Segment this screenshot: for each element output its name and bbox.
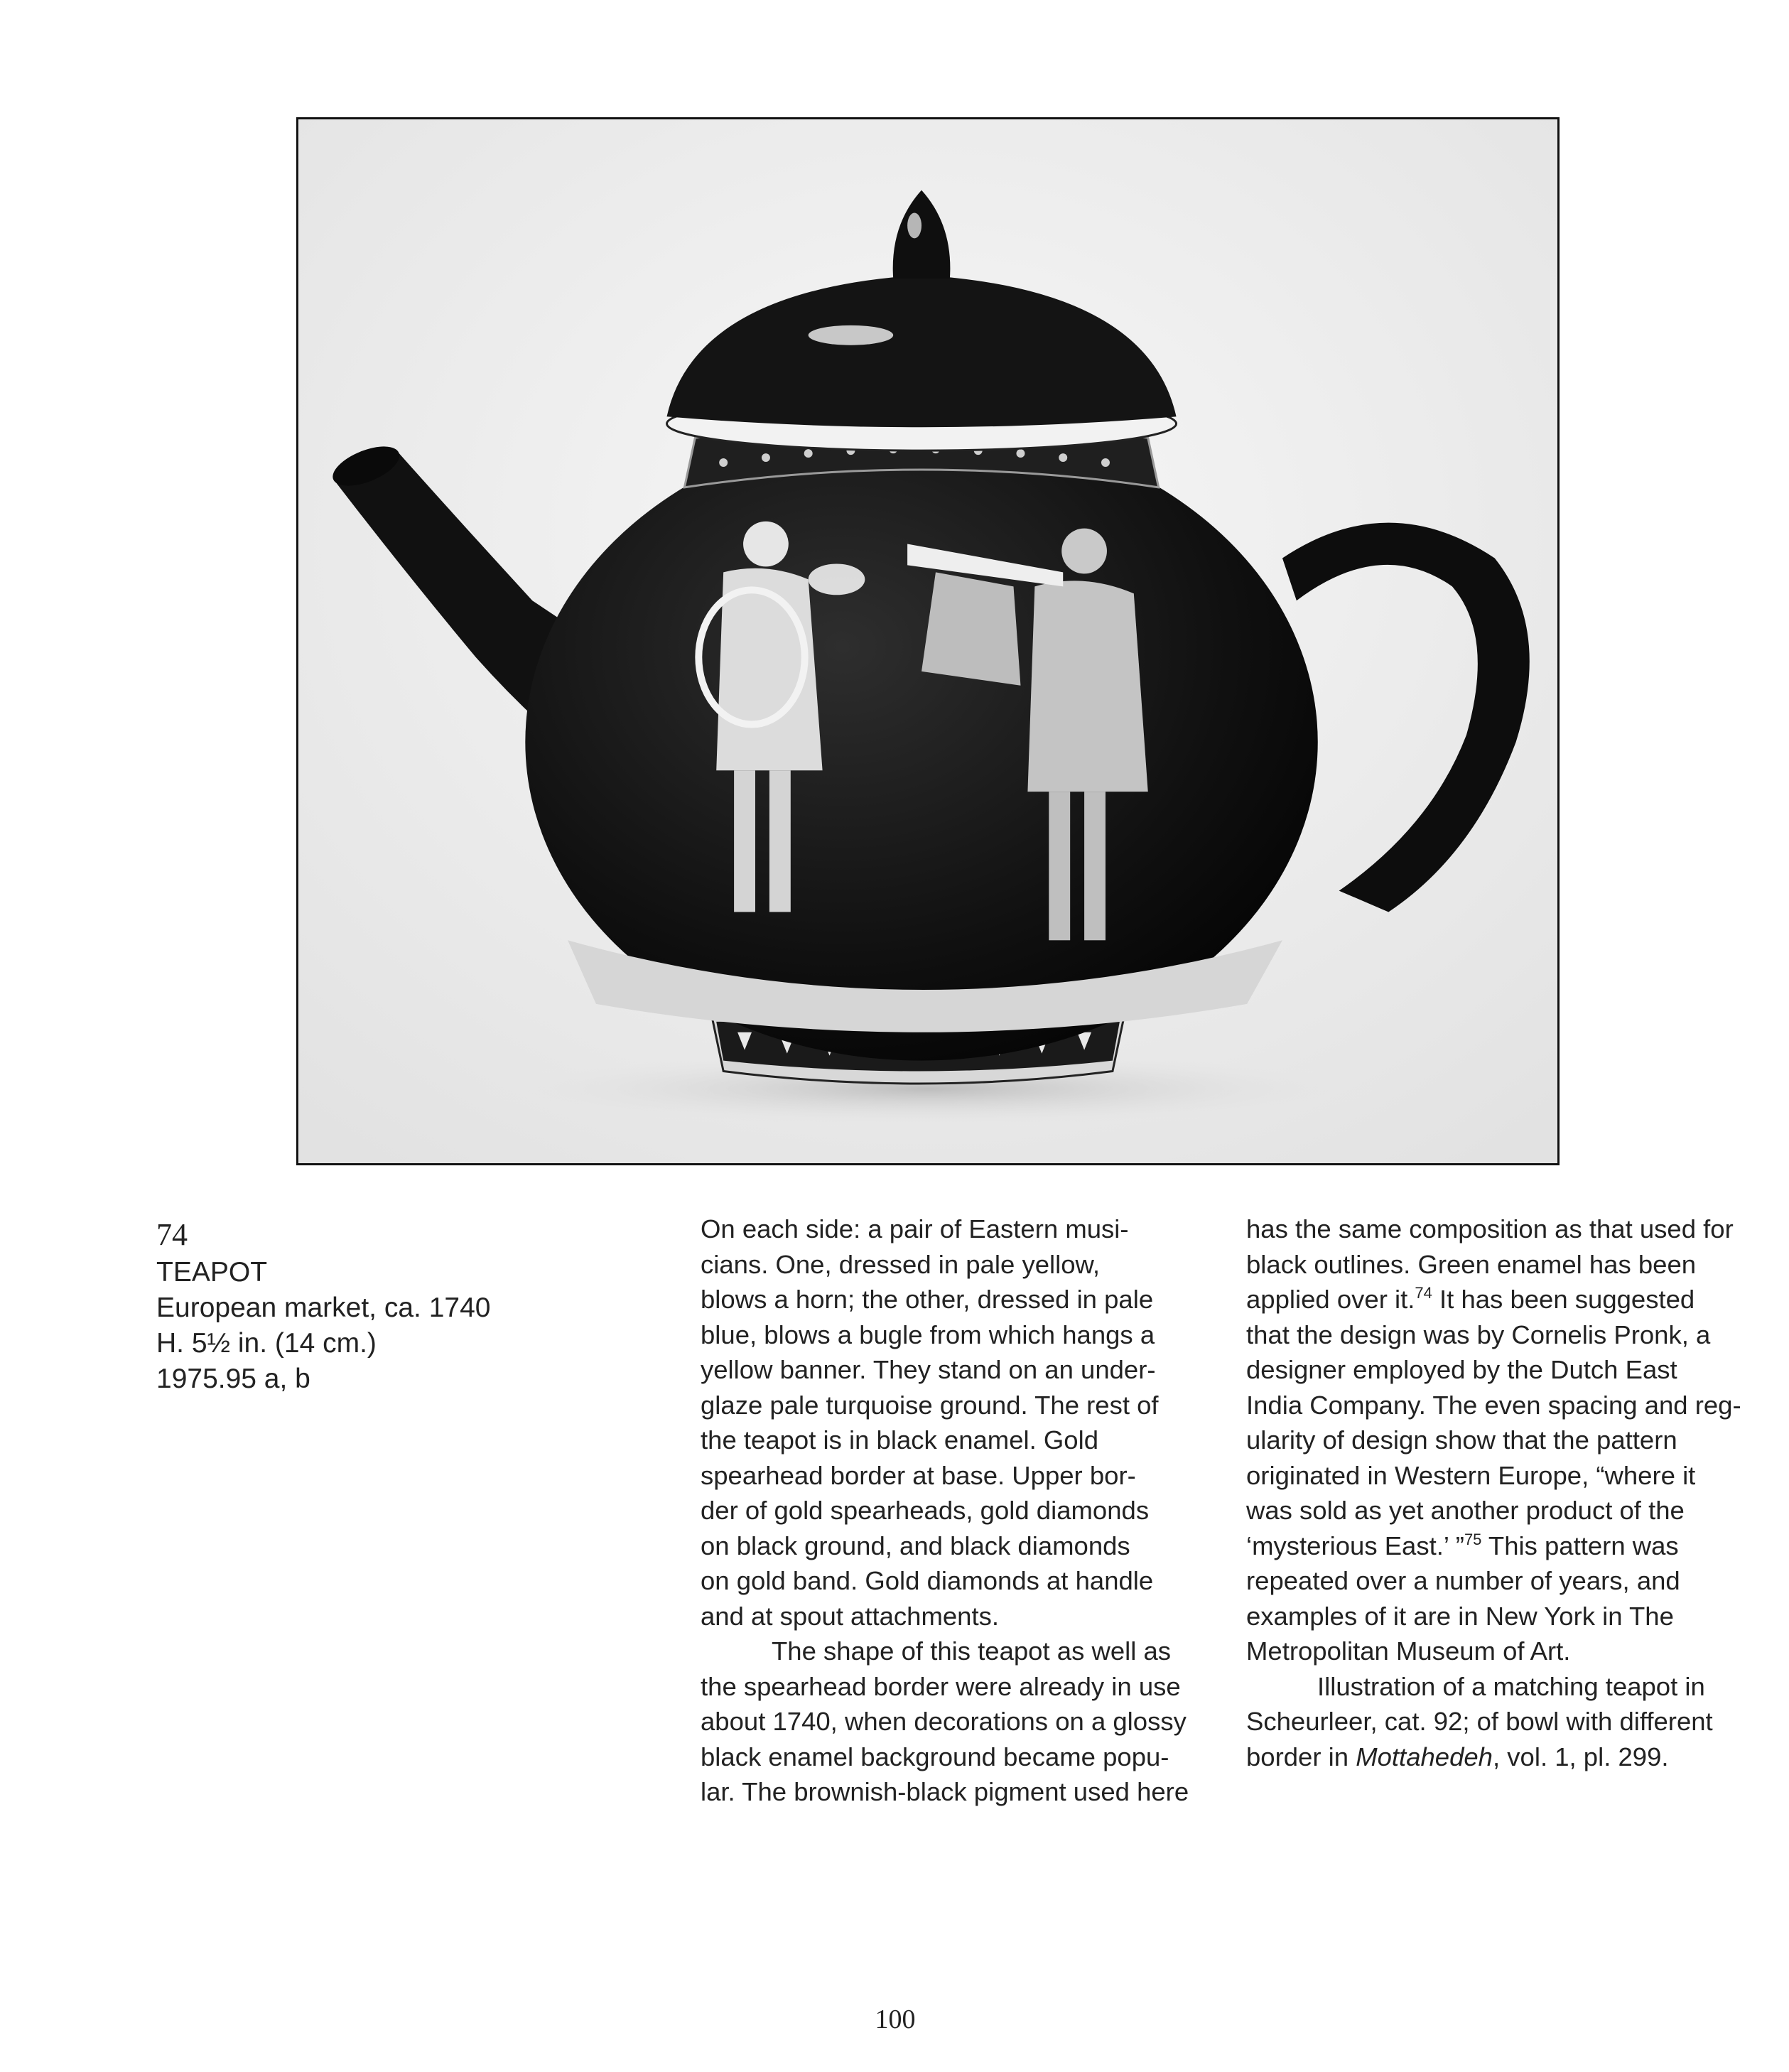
body-column-2 [1246,1212,1741,1774]
text-segment: It has been suggested [1432,1285,1695,1314]
text-line: blows a horn; the other, dressed in pale [701,1285,1154,1314]
catalogue-number: 74 [156,1217,188,1252]
text-line: der of gold spearheads, gold diamonds [701,1496,1150,1525]
footnote-ref-75[interactable]: 75 [1464,1530,1482,1548]
text-line: lar. The brownish-black pigment used here [701,1777,1189,1806]
text-segment: border in [1246,1742,1356,1771]
text-line: yellow banner. They stand on an under- [701,1355,1156,1384]
text-line: the spearhead border were already in use [701,1671,1181,1701]
text-line [1246,1528,1708,1564]
text-line: the teapot is in black enamel. Gold [701,1425,1098,1455]
text-line: India Company. The even spacing and reg- [1246,1390,1741,1420]
book-title: Mottahedeh [1356,1742,1493,1771]
page-number: 100 [875,2004,916,2034]
text-line: originated in Western Europe, “where it [1246,1460,1696,1490]
text-line: black enamel background became popu- [701,1742,1169,1771]
text-line: about 1740, when decorations on a glossy [701,1707,1187,1736]
text-line: The shape of this teapot as well as [772,1636,1172,1666]
text-line [1246,1739,1708,1775]
object-title: TEAPOT [156,1257,268,1288]
footnote-ref-74[interactable]: 74 [1415,1284,1432,1302]
paragraph-continuation [1246,1212,1741,1669]
text-segment: ‘mysterious East.’ ” [1246,1531,1464,1560]
object-dimensions: H. 5½ in. (14 cm.) [156,1328,377,1359]
teapot-photograph [296,117,1560,1165]
text-line: Illustration of a matching teapot in [1317,1671,1705,1701]
paragraph-description [701,1212,1162,1634]
text-line: Scheurleer, cat. 92; of bowl with different [1246,1707,1713,1736]
text-line: was sold as yet another product of the [1246,1496,1685,1525]
text-line: ularity of design show that the pattern [1246,1425,1677,1455]
body-column-1 [701,1212,1189,1810]
text-line: On each side: a pair of Eastern musi- [701,1214,1129,1243]
text-segment: applied over it. [1246,1285,1415,1314]
text-line: has the same composition as that used for [1246,1214,1734,1243]
text-line [1246,1282,1708,1317]
paragraph-references [1246,1669,1713,1775]
teapot-illustration [298,119,1557,1163]
text-segment: This pattern was [1481,1531,1679,1560]
text-line: spearhead border at base. Upper bor- [701,1460,1136,1490]
catalogue-caption [156,1215,554,1397]
accession-number: 1975.95 a, b [156,1364,310,1394]
object-origin: European market, ca. 1740 [156,1293,491,1323]
text-line: on black ground, and black diamonds [701,1531,1130,1560]
text-line: and at spout attachments. [701,1601,1000,1631]
text-line: cians. One, dressed in pale yellow, [701,1249,1101,1279]
text-line: repeated over a number of years, and [1246,1566,1680,1595]
text-line: on gold band. Gold diamonds at handle [701,1566,1154,1595]
text-line: glaze pale turquoise ground. The rest of [701,1390,1159,1420]
text-line: Metropolitan Museum of Art. [1246,1636,1571,1666]
text-line: examples of it are in New York in The [1246,1601,1674,1631]
paragraph-shape [701,1634,1189,1810]
text-segment: , vol. 1, pl. 299. [1493,1742,1669,1771]
text-line: designer employed by the Dutch East [1246,1355,1677,1384]
text-line: black outlines. Green enamel has been [1246,1249,1697,1279]
text-line: blue, blows a bugle from which hangs a [701,1320,1155,1349]
text-line: that the design was by Cornelis Pronk, a [1246,1320,1711,1349]
